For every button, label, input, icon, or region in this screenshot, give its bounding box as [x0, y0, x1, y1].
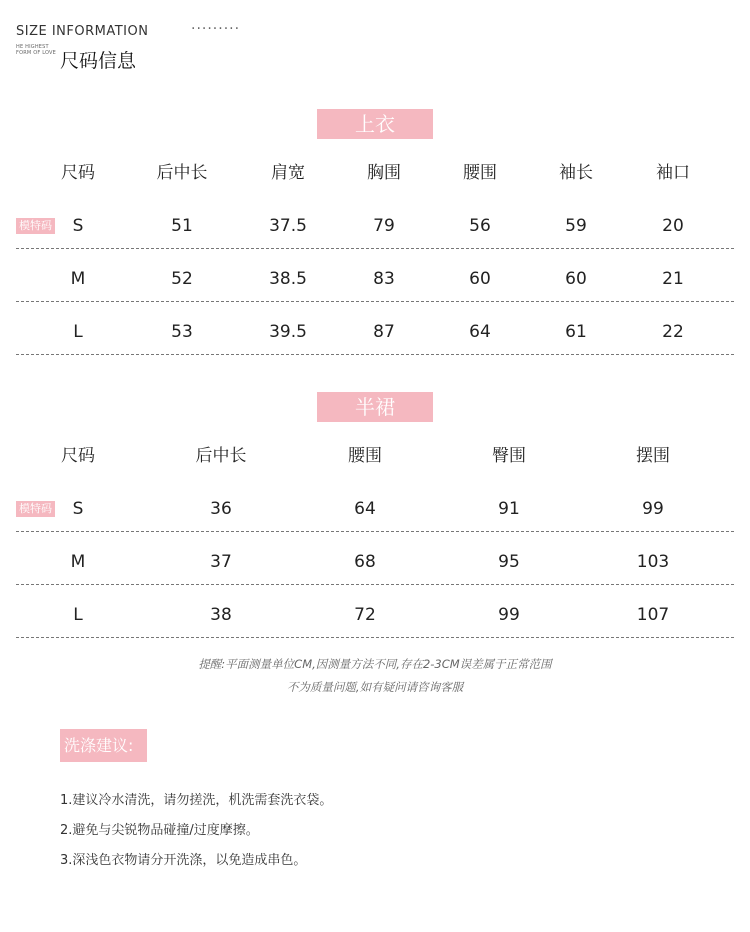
top-header-waist: 腰围 — [463, 163, 497, 183]
top-section-title: 上衣 — [317, 109, 433, 139]
table-row — [16, 551, 734, 573]
table-cell: 53 — [171, 322, 193, 342]
skirt-header-size: 尺码 — [61, 446, 95, 466]
table-cell: 107 — [636, 605, 670, 625]
table-cell: 21 — [662, 269, 684, 289]
skirt-header-back-length: 后中长 — [195, 446, 247, 466]
table-cell: 36 — [210, 499, 232, 519]
washing-advice-title: 洗涤建议: — [60, 729, 147, 762]
table-cell: 56 — [469, 216, 491, 236]
top-header-bust: 胸围 — [367, 163, 401, 183]
table-cell: 72 — [354, 605, 376, 625]
table-cell: 51 — [171, 216, 193, 236]
washing-advice-item: 1.建议冷水清洗，请勿搓洗，机洗需套洗衣袋。 — [60, 793, 333, 808]
table-row — [16, 604, 734, 626]
skirt-header-hem: 摆围 — [636, 446, 670, 466]
top-header-back-length: 后中长 — [156, 163, 208, 183]
row-divider — [16, 531, 734, 532]
washing-advice-item: 3.深浅色衣物请分开洗涤，以免造成串色。 — [60, 853, 307, 868]
table-cell: 87 — [373, 322, 395, 342]
table-cell: 83 — [373, 269, 395, 289]
page-title: 尺码信息 — [60, 50, 137, 72]
measurement-note-line-2: 不为质量问题,如有疑问请咨询客服 — [286, 680, 464, 694]
top-header-sleeve-length: 袖长 — [559, 163, 593, 183]
table-row — [16, 498, 734, 520]
skirt-header-row — [16, 445, 734, 467]
row-divider — [16, 248, 734, 249]
measurement-note-line-1: 提醒:平面测量单位CM,因测量方法不同,存在2-3CM误差属于正常范围 — [198, 657, 552, 671]
table-cell: 22 — [662, 322, 684, 342]
skirt-header-hip: 臀围 — [492, 446, 526, 466]
washing-advice-item: 2.避免与尖锐物品碰撞/过度摩擦。 — [60, 823, 259, 838]
table-row — [16, 321, 734, 343]
top-header-row — [16, 162, 734, 184]
table-cell: 37 — [210, 552, 232, 572]
table-cell: 103 — [636, 552, 670, 572]
table-cell: S — [72, 499, 84, 519]
table-cell: 52 — [171, 269, 193, 289]
top-header-shoulder: 肩宽 — [271, 163, 305, 183]
table-cell: S — [72, 216, 84, 236]
top-model-size-badge: 模特码 — [16, 218, 55, 234]
table-cell: 91 — [498, 499, 520, 519]
table-cell: 20 — [662, 216, 684, 236]
header-dots: ········· — [191, 21, 241, 37]
table-row — [16, 268, 734, 290]
top-header-size: 尺码 — [61, 163, 95, 183]
header-small-line-2: FORM OF LOVE — [16, 50, 57, 56]
table-cell: 61 — [565, 322, 587, 342]
table-cell: L — [73, 322, 83, 342]
table-cell: 38.5 — [269, 269, 307, 289]
header-english-title: SIZE INFORMATION — [16, 24, 149, 39]
skirt-header-waist: 腰围 — [348, 446, 382, 466]
table-cell: 99 — [642, 499, 664, 519]
table-cell: 59 — [565, 216, 587, 236]
table-cell: 64 — [354, 499, 376, 519]
skirt-section-title: 半裙 — [317, 392, 433, 422]
table-cell: 79 — [373, 216, 395, 236]
table-cell: 95 — [498, 552, 520, 572]
top-header-cuff: 袖口 — [656, 163, 690, 183]
table-row — [16, 215, 734, 237]
header-small-text — [16, 44, 56, 56]
row-divider — [16, 637, 734, 638]
table-cell: 38 — [210, 605, 232, 625]
header-small-line-1: HE HIGHEST — [16, 44, 49, 50]
table-cell: 39.5 — [269, 322, 307, 342]
table-cell: 37.5 — [269, 216, 307, 236]
table-cell: M — [70, 552, 86, 572]
skirt-model-size-badge: 模特码 — [16, 501, 55, 517]
row-divider — [16, 301, 734, 302]
table-cell: L — [73, 605, 83, 625]
table-cell: 99 — [498, 605, 520, 625]
table-cell: 60 — [565, 269, 587, 289]
row-divider — [16, 584, 734, 585]
row-divider — [16, 354, 734, 355]
table-cell: 68 — [354, 552, 376, 572]
table-cell: M — [70, 269, 86, 289]
table-cell: 64 — [469, 322, 491, 342]
table-cell: 60 — [469, 269, 491, 289]
